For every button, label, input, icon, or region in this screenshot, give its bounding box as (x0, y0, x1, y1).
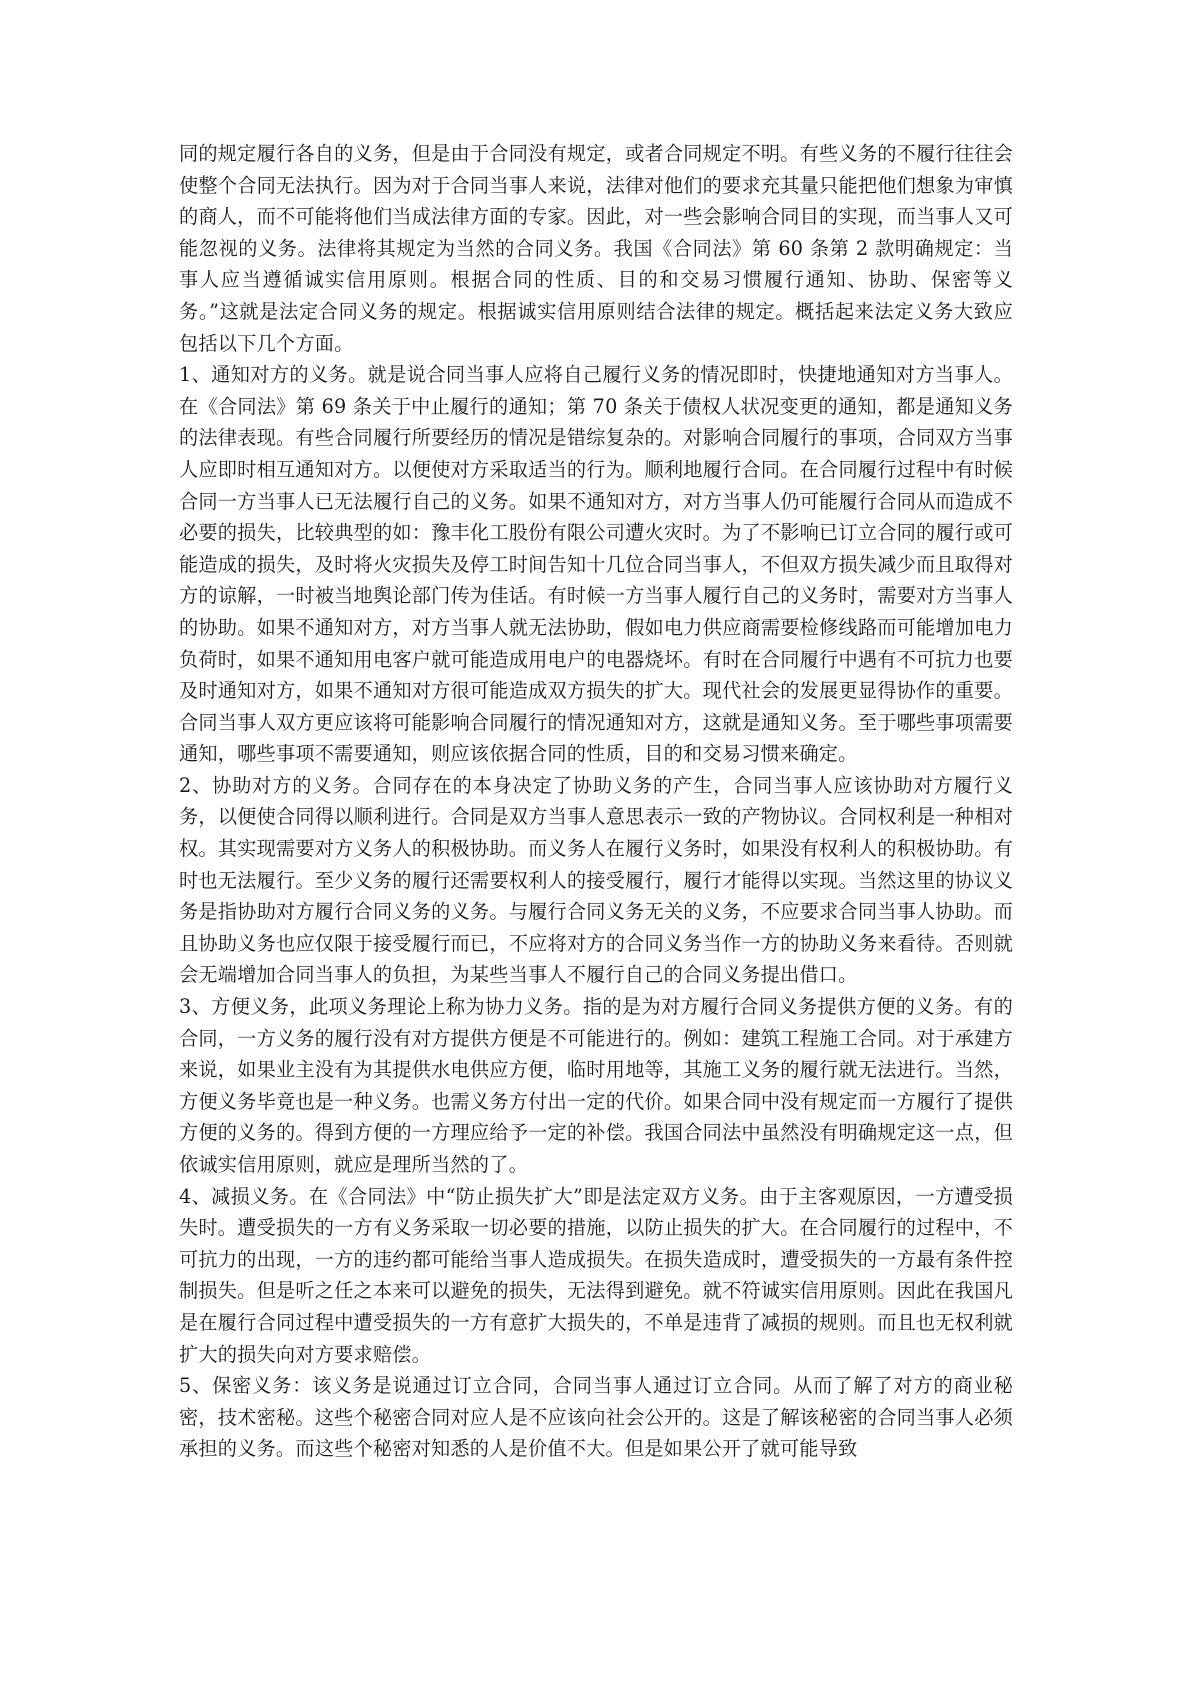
paragraph-mitigation-duty: 4、减损义务。在《合同法》中“防止损失扩大”即是法定双方义务。由于主客观原因，一方遭受损失时。遭受损失的一方有义务采取一切必要的措施，以防止损失的扩大。在合同履行的过程中，不可抗力的出现，一方的违约都可能给当事人造成损失。在损失造成时，遭受损失的一方最有条件控制损失。但是听之任之本来可以避免的损失，无法得到避免。就不符诚实信用原则。因此在我国凡是在履行合同过程中遭受损失的一方有意扩大损失的，不单是违背了减损的规则。而且也无权利就扩大的损失向对方要求赔偿。 (179, 1184, 1013, 1366)
paragraph-convenience-duty: 3、方便义务，此项义务理论上称为协力义务。指的是为对方履行合同义务提供方便的义务。有的合同，一方义务的履行没有对方提供方便是不可能进行的。例如：建筑工程施工合同。对于承建方来说，如果业主没有为其提供水电供应方便，临时用地等，其施工义务的履行就无法进行。当然，方便义务毕竟也是一种义务。也需义务方付出一定的代价。如果合同中没有规定而一方履行了提供方便的义务的。得到方便的一方理应给予一定的补偿。我国合同法中虽然没有明确规定这一点，但依诚实信用原则，就应是理所当然的了。 (179, 995, 1013, 1176)
paragraph-confidentiality-duty: 5、保密义务：该义务是说通过订立合同，合同当事人通过订立合同。从而了解了对方的商业秘密，技术密秘。这些个秘密合同对应人是不应该向社会公开的。这是了解该秘密的合同当事人必须承担的义务。而这些个秘密对知悉的人是价值不大。但是如果公开了就可能导致 (179, 1374, 1013, 1461)
paragraph-statutory-obligations-intro: 同的规定履行各自的义务，但是由于合同没有规定，或者合同规定不明。有些义务的不履行往往会使整个合同无法执行。因为对于合同当事人来说，法律对他们的要求充其量只能把他们想象为审慎的商人，而不可能将他们当成法律方面的专家。因此，对一些会影响合同目的实现，而当事人又可能忽视的义务。法律将其规定为当然的合同义务。我国《合同法》第 60 条第 2 款明确规定：当事人应当遵循诚实信用原则。根据合同的性质、目的和交易习惯履行通知、协助、保密等义务。”这就是法定合同义务的规定。根据诚实信用原则结合法律的规定。概括起来法定义务大致应包括以下几个方面。 (179, 142, 1013, 355)
document-body (179, 138, 1013, 1465)
paragraph-assistance-duty: 2、协助对方的义务。合同存在的本身决定了协助义务的产生，合同当事人应该协助对方履行义务，以便使合同得以顺利进行。合同是双方当事人意思表示一致的产物协议。合同权利是一种相对权。其实现需要对方义务人的积极协助。而义务人在履行义务时，如果没有权利人的积极协助。有时也无法履行。至少义务的履行还需要权利人的接受履行，履行才能得以实现。当然这里的协议义务是指协助对方履行合同义务的义务。与履行合同义务无关的义务，不应要求合同当事人协助。而且协助义务也应仅限于接受履行而已，不应将对方的合同义务当作一方的协助义务来看待。否则就会无端增加合同当事人的负担，为某些当事人不履行自己的合同义务提出借口。 (179, 773, 1013, 987)
paragraph-notification-duty: 1、通知对方的义务。就是说合同当事人应将自己履行义务的情况即时，快捷地通知对方当事人。在《合同法》第 69 条关于中止履行的通知；第 70 条关于债权人状况变更的通知，都是通知义务的法律表现。有些合同履行所要经历的情况是错综复杂的。对影响合同履行的事项，合同双方当事人应即时相互通知对方。以便使对方采取适当的行为。顺利地履行合同。在合同履行过程中有时候合同一方当事人已无法履行自己的义务。如果不通知对方，对方当事人仍可能履行合同从而造成不必要的损失，比较典型的如：豫丰化工股份有限公司遭火灾时。为了不影响已订立合同的履行或可能造成的损失，及时将火灾损失及停工时间告知十几位合同当事人，不但双方损失减少而且取得对方的谅解，一时被当地舆论部门传为佳话。有时候一方当事人履行自己的义务时，需要对方当事人的协助。如果不通知对方，对方当事人就无法协助，假如电力供应商需要检修线路而可能增加电力负荷时，如果不通知用电客户就可能造成用电户的电器烧坏。有时在合同履行中遇有不可抗力也要及时通知对方，如果不通知对方很可能造成双方损失的扩大。现代社会的发展更显得协作的重要。合同当事人双方更应该将可能影响合同履行的情况通知对方，这就是通知义务。至于哪些事项需要通知，哪些事项不需要通知，则应该依据合同的性质，目的和交易习惯来确定。 (179, 363, 1013, 766)
